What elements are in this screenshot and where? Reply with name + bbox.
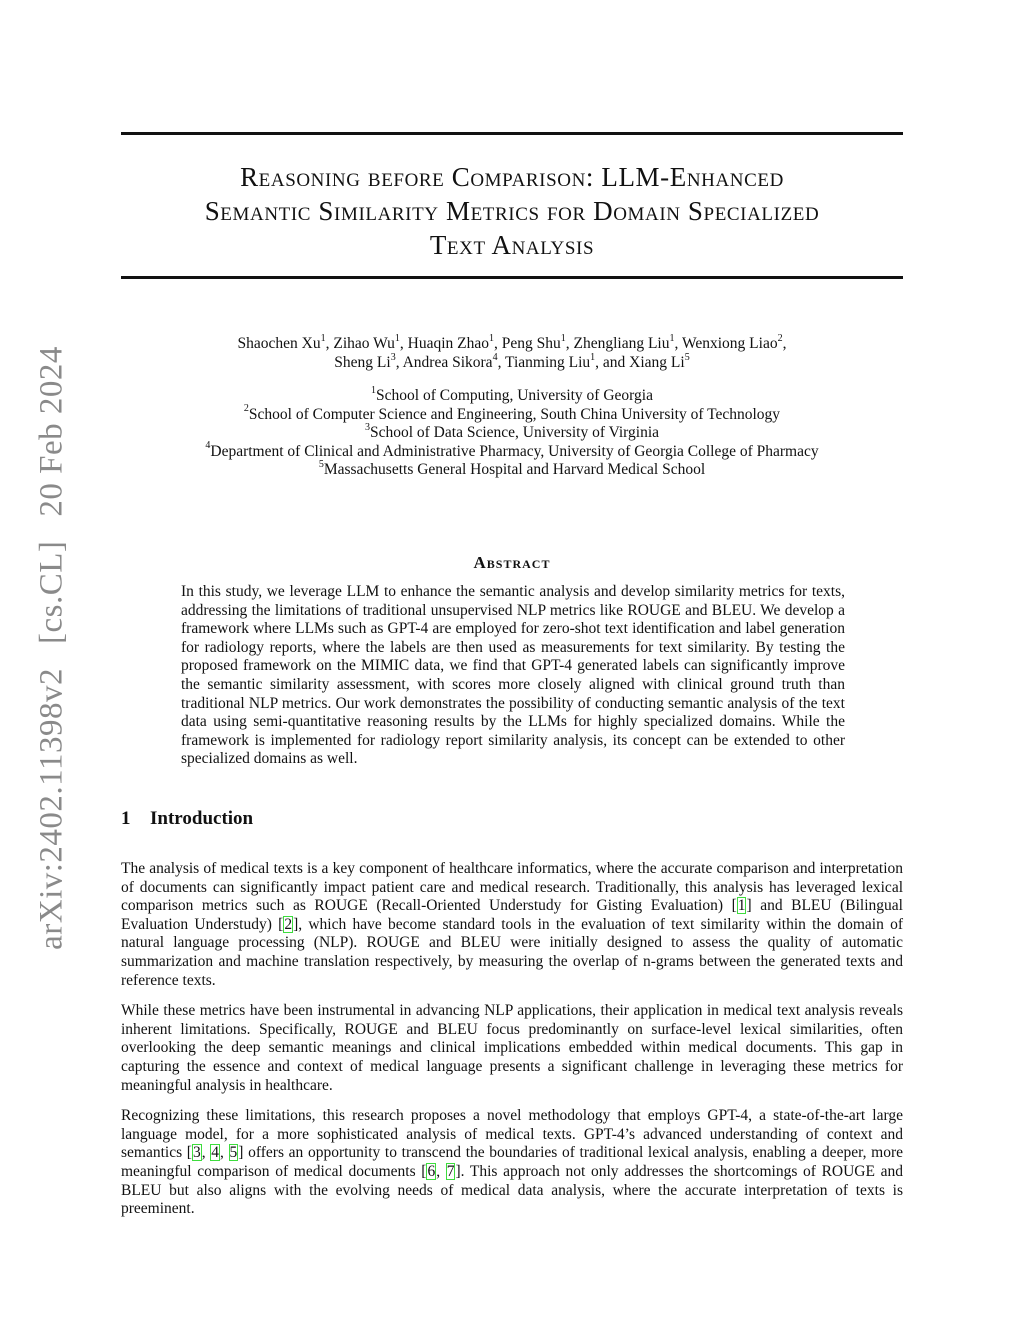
author-line-1: Shaochen Xu$^1$, Zihao Wu$^1$, Huaqin Zhao$^1$, Peng Shu$^1$, Zhengliang Liu$^1$, Wenxiong Liao$^2$, bbox=[121, 334, 903, 353]
arxiv-date: 20 Feb 2024 bbox=[33, 346, 70, 517]
section-title: Introduction bbox=[150, 808, 254, 829]
author: , Zhengliang Liu$^1$ bbox=[566, 335, 675, 352]
author: Sheng Li$^3$ bbox=[334, 351, 396, 371]
section-body bbox=[121, 860, 903, 1231]
author: , Tianming Liu$^1$ bbox=[498, 354, 596, 371]
section-heading bbox=[121, 808, 253, 830]
citation-link[interactable]: 3 bbox=[192, 1144, 201, 1162]
affiliation: $^3$School of Data Science, University of Virginia bbox=[364, 421, 660, 441]
arxiv-stamp bbox=[34, 346, 71, 950]
affiliation: $^5$Massachusetts General Hospital and Harvard Medical School bbox=[318, 458, 706, 478]
author-line-2 bbox=[121, 353, 903, 372]
citation-link[interactable]: 4 bbox=[211, 1144, 219, 1162]
author: , Huaqin Zhao$^1$ bbox=[400, 335, 494, 352]
paragraph: Recognizing these limitations, this research proposes a novel methodology that employs GPT-4, a state-of-the-art large language model, for a more sophisticated analysis of medical texts. GPT-4’s advanced understanding of context and semantics [3, 4, 5] offers an opportunity to transcend the boundaries of traditional lexical analysis, enabling a deeper, more meaningful comparison of medical documents [6, 7]. This approach not only addresses the shortcomings of ROUGE and BLEU but also aligns with the evolving needs of medical data analysis, where the accurate interpretation of texts is preeminent. bbox=[121, 1107, 903, 1218]
author: , and Xiang Li$^5$ bbox=[595, 354, 690, 371]
citation-link[interactable]: 6 bbox=[427, 1162, 436, 1180]
paragraph: While these metrics have been instrumental in advancing NLP applications, their application in medical text analysis reveals inherent limitations. Specifically, ROUGE and BLEU focus predominantly on surface-level lexical similarities, often overlooking the deep semantic meanings and clinical implications embedded within medical documents. This gap in capturing the essence and context of medical language presents a significant challenge in leveraging these metrics for meaningful analysis in healthcare. bbox=[121, 1002, 903, 1094]
citation-link[interactable]: 2 bbox=[284, 915, 293, 933]
title-rule-top bbox=[121, 132, 903, 135]
citation-link[interactable]: 7 bbox=[446, 1162, 455, 1180]
abstract-heading: Abstract bbox=[473, 553, 551, 572]
author: , Zihao Wu$^1$ bbox=[326, 335, 400, 352]
section-number: 1 bbox=[121, 808, 131, 829]
citation-link[interactable]: 5 bbox=[229, 1144, 238, 1162]
citation-link[interactable]: 1 bbox=[737, 897, 746, 915]
author: Shaochen Xu$^1$ bbox=[237, 332, 326, 352]
author: , Andrea Sikora$^4$ bbox=[396, 354, 498, 371]
affiliation: $^4$Department of Clinical and Administrative Pharmacy, University of Georgia College of Pharmacy bbox=[205, 440, 819, 460]
affiliation: $^2$School of Computer Science and Engineering, South China University of Technology bbox=[243, 403, 781, 423]
paragraph: The analysis of medical texts is a key component of healthcare informatics, where the accurate comparison and interpretation of documents can significantly impact patient care and medical research. Traditionally, this analysis has leveraged lexical comparison metrics such as ROUGE (Recall-Oriented Understudy for Gisting Evaluation) [1] and BLEU (Bilingual Evaluation Understudy) [2], which have become standard tools in the evaluation of text similarity within the domain of natural language processing (NLP). ROUGE and BLEU were initially designed to assess the quality of automatic summarization and machine translation respectively, by measuring the overlap of n-grams between the generated texts and reference texts. bbox=[121, 860, 903, 989]
title-rule-bottom bbox=[121, 276, 903, 279]
author: , Peng Shu$^1$ bbox=[494, 335, 566, 352]
title-line-3: Text Analysis bbox=[429, 230, 595, 260]
author: , Wenxiong Liao$^2$ bbox=[674, 335, 782, 352]
arxiv-category: [cs.CL] bbox=[33, 540, 70, 645]
affiliation-list bbox=[121, 384, 903, 480]
paper-title bbox=[121, 160, 903, 262]
title-line-2: Semantic Similarity Metrics for Domain Specialized bbox=[204, 196, 820, 226]
author-list bbox=[121, 334, 903, 372]
arxiv-id[interactable]: arXiv:2402.11398v2 bbox=[33, 668, 70, 950]
abstract-text: In this study, we leverage LLM to enhance the semantic analysis and develop similarity metrics for texts, addressing the limitations of traditional unsupervised NLP metrics like ROUGE and BLEU. We develop a framework where LLMs such as GPT-4 are employed for zero-shot text identification and label generation for radiology reports, where the labels are then used as measurements for text similarity. By testing the proposed framework on the MIMIC data, we find that GPT-4 generated labels can significantly improve the semantic similarity assessment, with scores more closely aligned with clinical ground truth than traditional NLP metrics. Our work demonstrates the possibility of conducting semantic analysis of the text data using semi-quantitative reasoning results by the LLMs for highly specialized domains. While the framework is implemented for radiology report similarity analysis, its concept can be extended to other specialized domains as well. bbox=[181, 583, 845, 768]
title-line-1: Reasoning before Comparison: LLM-Enhanced bbox=[240, 162, 784, 192]
affiliation: $^1$School of Computing, University of Georgia bbox=[371, 384, 653, 404]
